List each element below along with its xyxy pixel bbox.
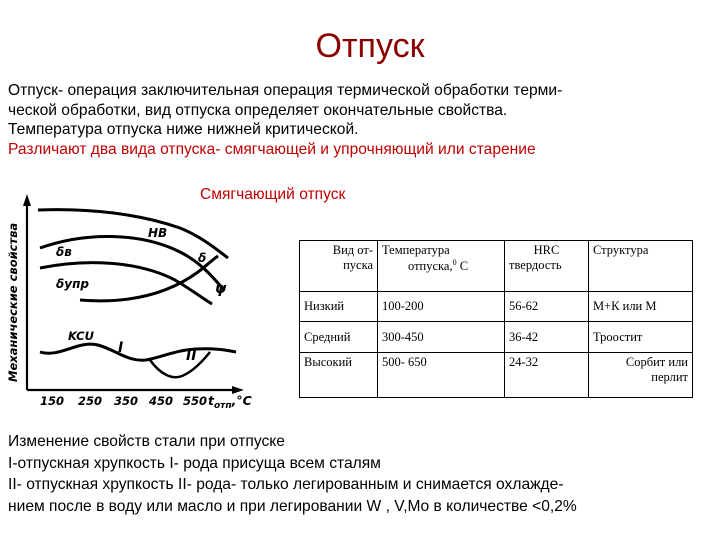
cell-hrc: 24-32 — [505, 353, 589, 398]
cell-type: Средний — [300, 322, 378, 353]
table-row — [300, 322, 693, 353]
cell-hrc: 36-42 — [505, 322, 589, 353]
delta-label: δ — [198, 251, 207, 265]
region-i-label: I — [118, 340, 124, 356]
delta-upr-label: δупр — [56, 277, 89, 291]
cell-temp: 300-450 — [378, 322, 505, 353]
x-tick-label: 250 — [78, 394, 103, 408]
cell-structure: Сорбит или перлит — [589, 353, 693, 398]
header-temperature: Температура отпуска,$^0$ C — [378, 241, 505, 292]
header-type: Вид от- пуска — [300, 241, 378, 292]
cell-type: Высокий — [300, 353, 378, 398]
cell-structure: Троостит — [589, 322, 693, 353]
psi-label: ψ — [215, 281, 227, 297]
page-title: Отпуск — [315, 27, 425, 65]
hb-label: HB — [148, 226, 168, 240]
bottom-line: Изменение свойств стали при отпуске — [8, 433, 285, 450]
x-axis-label: $t_{отп},^\circ C$ — [208, 393, 252, 411]
bottom-text — [8, 431, 714, 517]
x-tick-label: 350 — [114, 394, 139, 408]
cell-hrc: 56-62 — [505, 292, 589, 322]
cell-temp: 100-200 — [378, 292, 505, 322]
cell-type: Низкий — [300, 292, 378, 322]
intro-line: Отпуск- операция заключительная операция термической обработки терми- — [8, 82, 563, 99]
intro-line-highlight: Различают два вида отпуска- смягчающей и упрочняющий или старение — [8, 140, 536, 158]
delta-b-label: δв — [56, 245, 72, 259]
y-axis-arrow — [23, 194, 31, 206]
header-structure: Структура — [589, 241, 693, 292]
header-hrc: HRC твердость — [505, 241, 589, 292]
table-header-row — [300, 241, 693, 292]
intro-line: ческой обработки, вид отпуска определяет окончательные свойства. — [8, 101, 508, 119]
intro-text — [8, 81, 714, 159]
tempering-properties-graph — [0, 188, 300, 418]
table-row — [300, 292, 693, 322]
kcu-label: KCU — [68, 329, 94, 343]
x-tick-label: 450 — [149, 394, 174, 408]
x-tick-label: 550 — [183, 394, 208, 408]
intro-line: Температура отпуска ниже нижней критической. — [8, 121, 359, 138]
section-subtitle: Смягчающий отпуск — [200, 186, 346, 203]
tempering-table — [299, 240, 693, 398]
bottom-line: II- отпускная хрупкость II- рода- только легированным и снимается охлажде- — [8, 476, 564, 493]
bottom-line: I-отпускная хрупкость I- рода присуща всем сталям — [8, 454, 381, 472]
region-ii-label: II — [186, 348, 197, 364]
cell-structure: М+К или М — [589, 292, 693, 322]
x-tick-label: 150 — [40, 394, 65, 408]
cell-temp: 500- 650 — [378, 353, 505, 398]
y-axis-label: Механические свойства — [6, 222, 20, 382]
bottom-line: нием после в воду или масло и при легировании W , V,Mo в количестве <0,2% — [8, 497, 577, 515]
table-row — [300, 353, 693, 398]
